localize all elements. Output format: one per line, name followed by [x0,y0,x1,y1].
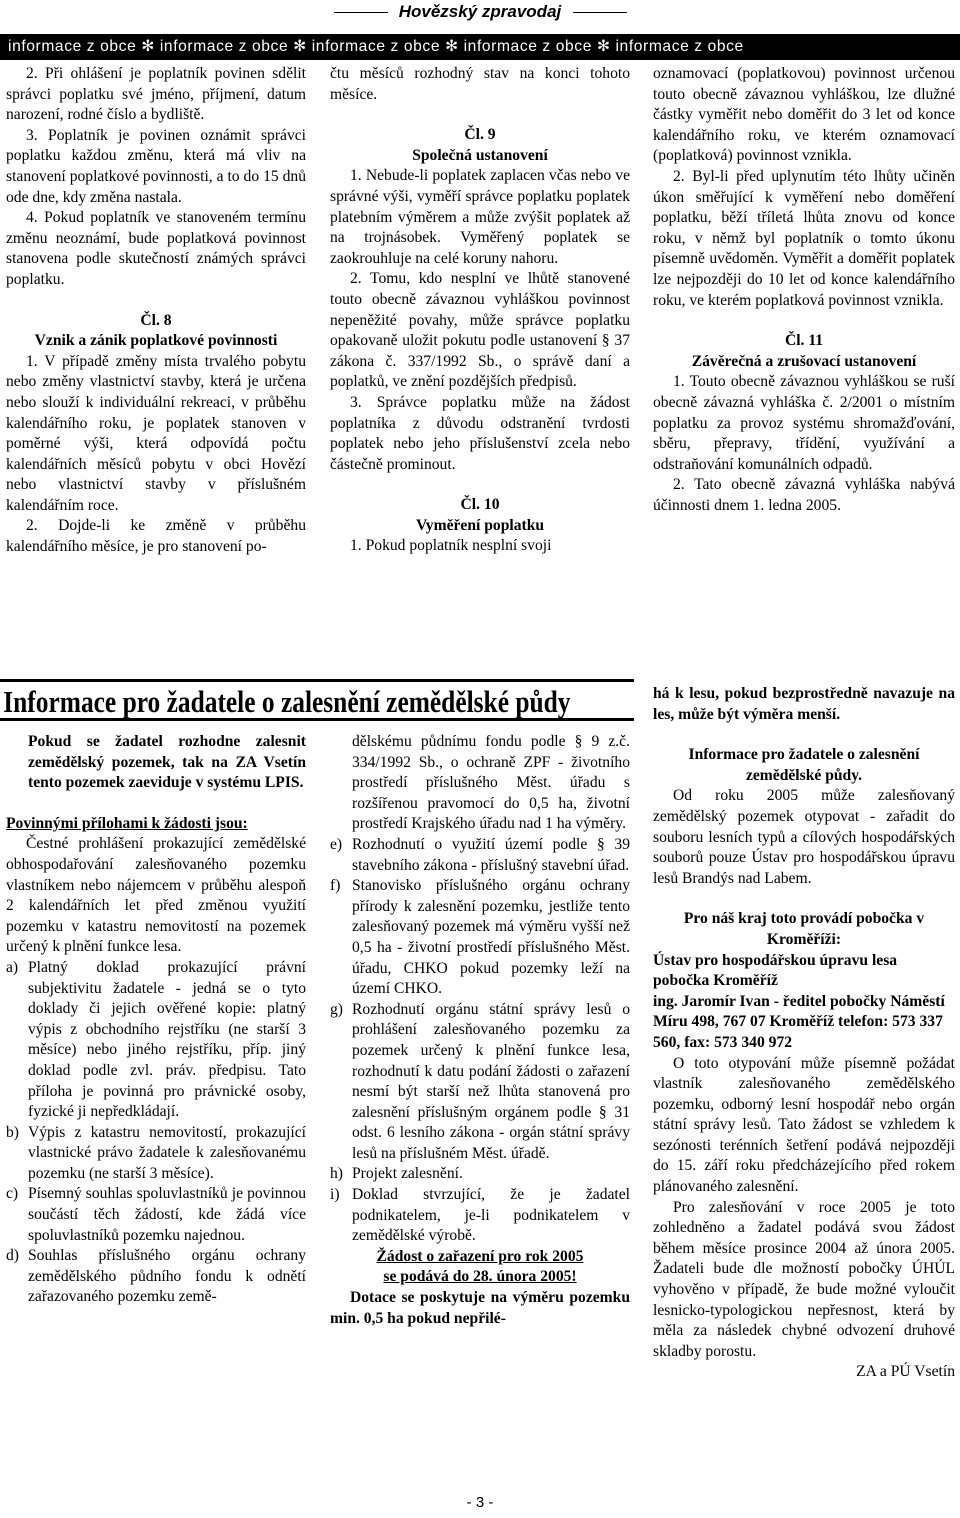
paragraph: Od roku 2005 může zalesňovaný zemědělský pozemek otypovat - zařadit do souboru lesních typů a cílových hospodářských souborů pouze Ústav pro hospodářskou úpravu lesů Brandýs nad Labem. [653,787,955,887]
office-name: Ústav pro hospodářskou úpravu lesa pobočka Kroměříž [653,951,898,990]
paragraph: 2. Tomu, kdo nesplní ve lhůtě stanovené touto obecně závaznou vyhláškou povinnost nepeněžité povahy, může správce poplatku opakovaně uložit pokutu podle ustanovení § 37 zákona č. 337/1992 Sb., o správě daní a poplatků, ve znění pozdějších předpisů. [330,270,630,391]
lead-paragraph: Pokud se žadatel rozhodne zalesnit zemědělský pozemek, tak na ZA Vsetín tento pozemek zaeviduje v systému LPIS. [28,733,306,792]
paragraph: O toto otypování může písemně požádat vlastník zalesňovaného zemědělského pozemku, odborný lesní hospodář nebo orgán státní správy lesů. Tato žádost se vzhledem k sezónosti terénních šetření podává nejpozději do 15. září roku předcházejícího před rokem plánovaného zalesnění. [653,1054,955,1196]
top-column-2 [330,64,630,557]
paragraph: há k lesu, pokud bezprostředně navazuje na les, může být výměra menší. [653,685,955,723]
region-heading: Pro náš kraj toto provádí pobočka v Kroměříži: [683,910,925,948]
list-item: e) Rozhodnutí o využití území podle § 39 stavebního zákona - příslušný stavební úřad. [330,835,630,874]
paragraph: 1. Pokud poplatník nesplní svoji [350,537,552,555]
list-item: b) Výpis z katastru nemovitostí, prokazující vlastnické právo žadatele k zalesňovanému pozemku (ne starší 3 měsíce). [6,1123,306,1182]
top-column-1 [6,64,306,558]
paragraph: 3. Poplatník je povinen oznámit správci poplatku každou změnu, která má vliv na stanovení poplatkové povinnosti, a to do 15 dnů ode dne, kdy změna nastala. [6,126,306,206]
paragraph: 2. Dojde-li ke změně v průběhu kalendářního měsíce, je pro stanovení po- [6,517,306,556]
paragraph: 4. Pokud poplatník ve stanoveném termínu změnu neoznámí, bude poplatková povinnost stanovena podle skutečností známých správci poplatku. [6,209,306,288]
paragraph: 1. Nebude-li poplatek zaplacen včas nebo ve správné výši, vyměří správce poplatku poplatek platebním výměrem a může zvýšit poplatek až na trojnásobek. Vyměřený poplatek se zaokrouhluje na celé koruny nahoru. [330,167,630,267]
list-item: a) Platný doklad prokazující právní subjektivitu žadatele - jedná se o tyto doklady či jejich ověřené kopie: platný výpis z obchodního rejstříku (ne starší 3 měsíce) nebo jiného rejstříku, příp. jiný doklad podle zvl. práv. předpisu. Tato příloha je povinná pro právnické osoby, fyzické ji nepředkládají. [6,958,306,1121]
paragraph: 1. Touto obecně závaznou vyhláškou se ruší obecně závazná vyhláška č. 2/2001 o místním poplatku za provoz systému shromažďování, sběru, přepravy, třídění, využívání a odstraňování komunálních odpadů. [653,373,955,473]
deadline-line-1: Žádost o zařazení pro rok 2005 [376,1247,584,1265]
paragraph: čtu měsíců rozhodný stav na konci tohoto měsíce. [330,65,630,103]
paragraph: 2. Při ohlášení je poplatník povinen sdělit správci poplatku své jméno, příjmení, datum narození, rodné číslo a bydliště. [6,65,306,124]
page-header [0,0,960,28]
article-column-3 [653,684,955,1383]
info-title: Informace pro žadatele o zalesnění zemědělské půdy. [688,746,920,784]
list-item: h) Projekt zalesnění. [330,1165,463,1183]
list-item: d) Souhlas příslušného orgánu ochrany zemědělského půdního fondu k odnětí zařazovaného pozemku země- [6,1247,306,1306]
article-title: Vznik a zánik poplatkové povinnosti [34,332,278,350]
article-banner [0,679,634,721]
page-number: - 3 - [466,1494,494,1511]
list-item: i) Doklad stvrzující, že je žadatel podnikatelem, je-li podnikatelem v zemědělské výrobě. [330,1186,630,1245]
section-band: informace z obce ✻ informace z obce ✻ informace z obce ✻ informace z obce ✻ informace z obce [0,34,960,60]
article-number: Čl. 10 [460,496,500,514]
article-number: Čl. 9 [464,126,496,144]
paragraph: 2. Tato obecně závazná vyhláška nabývá účinnosti dnem 1. ledna 2005. [653,476,955,514]
article-title: Vyměření poplatku [415,516,545,534]
paragraph: dělskému půdnímu fondu podle § 9 z.č. 334/1992 Sb., o ochraně ZPF - životního prostředí příslušného Měst. úřadu s rozšířenou pravomocí do 0,5 ha, životní prostředí Krajského úřadu nad 1 ha výměry. [352,733,630,833]
article-number: Čl. 11 [784,332,824,350]
article-number: Čl. 8 [140,311,172,329]
header-rule-right [573,12,627,13]
list-item: f) Stanovisko příslušného orgánu ochrany přírody k zalesnění pozemku, jestliže tento zalesňovaný pozemek má výměru vyšší než 0,5 ha - životní prostředí příslušného Měst. úřadu, CHKO pokud pozemky leží na území CHKO. [330,877,630,998]
article-title: Společná ustanovení [412,146,548,164]
paragraph: Čestné prohlášení prokazující zemědělské obhospodařování zalesňovaného pozemku vlastníkem nebo nájemcem v průběhu alespoň 2 kalendářních let před změnou využití pozemku v katastru nemovitostí na pozemek určený k plnění funkce lesa. [6,835,306,956]
article-column-2 [330,732,630,1329]
paragraph: Pro zalesňování v roce 2005 je toto zohledněno a žadatel podává svou žádost během měsíce prosince 2004 až února 2005. Žadateli bude dle možností pobočky ÚHÚL vyhověno v případě, že bude možné vyloučit lesnicko-typologickou nepřesnost, která by měla za následek chybné odvození druhové skladby porostu. [653,1198,955,1360]
paragraph: 1. V případě změny místa trvalého pobytu nebo změny vlastnictví stavby, která je určena nebo slouží k individuální rekreaci, v průběhu kalendářního roku, je poplatek stanoven v poměrné výši, která odpovídá počtu kalendářních měsíců pobytu v obci Hovězí nebo vlastnictví stavby v příslušném kalendářním roce. [6,352,306,514]
attachments-heading: Povinnými přílohami k žádosti jsou: [6,814,248,832]
list-item: c) Písemný souhlas spoluvlastníků je povinnou součástí těch žádostí, kde žádá více spoluvlastníků pozemku najednou. [6,1185,306,1244]
office-contact: ing. Jaromír Ivan - ředitel pobočky Náměstí Míru 498, 767 07 Kroměříž telefon: 573 337 560, fax: 573 340 972 [653,992,945,1051]
article-title: Závěrečná a zrušovací ustanovení [691,352,917,370]
signature: ZA a PÚ Vsetín [856,1363,955,1381]
list-item: g) Rozhodnutí orgánu státní správy lesů o prohlášení zalesňovaného pozemku za pozemek určený k plnění funkce lesa, rozhodnutí k datu podání žádosti o zařazení nesmí být starší než lhůta stanovená pro zalesnění příslušným orgánem podle § 31 odst. 6 lesního zákona - orgán státní správy lesů na příslušném Měst. úřadě. [330,1000,630,1162]
paragraph: 2. Byl-li před uplynutím této lhůty učiněn úkon směřující k vyměření nebo doměření poplatku, běží tříletá lhůta znovu od konce roku, v němž byl poplatník o tomto úkonu písemně uvědoměn. Vyměřit a doměřit poplatek lze nejpozději do 10 let od konce kalendářního roku, ve kterém poplatková povinnost vznikla. [653,167,955,309]
article-headline: Informace pro žadatele o zalesnění zemědělské půdy [3,684,571,719]
paragraph: 3. Správce poplatku může na žádost poplatníka z důvodu odstranění tvrdosti poplatek nebo jeho příslušenství zcela nebo částečně prominout. [330,393,630,473]
newsletter-title: Hovězský zpravodaj [398,2,562,21]
deadline-line-2: se podává do 28. února 2005! [383,1268,577,1286]
paragraph: oznamovací (poplatkovou) povinnost určenou touto obecně závaznou vyhláškou, lze dlužné částky vyměřit nebo doměřit do 3 let od konce kalendářního roku, ve kterém oznamovací (poplatková) povinnost vznikla. [653,65,955,165]
grant-paragraph: Dotace se poskytuje na výměru pozemku min. 0,5 ha pokud nepřilé- [330,1289,630,1327]
top-column-3 [653,64,955,516]
article-column-1 [6,732,306,1308]
